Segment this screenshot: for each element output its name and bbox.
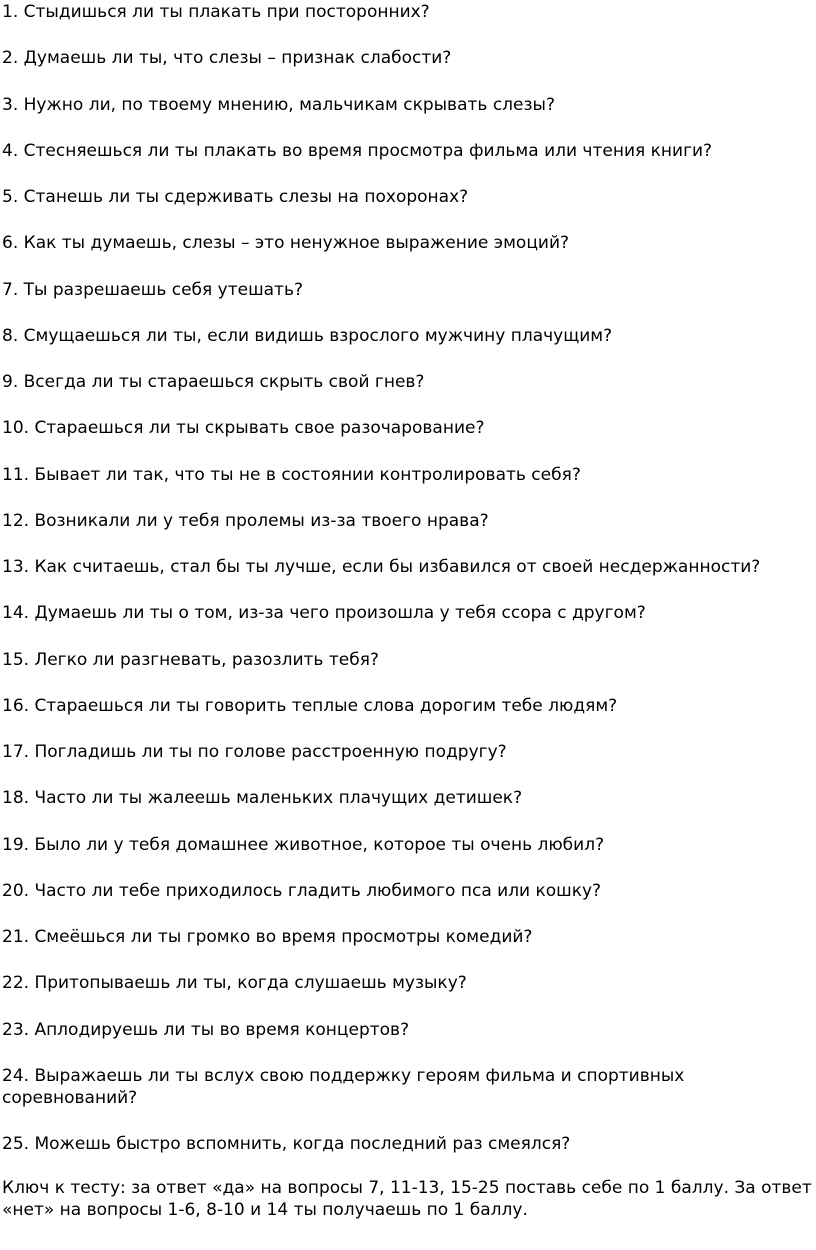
question-18: 18. Часто ли ты жалеешь маленьких плачущих детишек? (2, 788, 523, 809)
document-page (2, 0, 814, 1238)
question-4: 4. Стесняешься ли ты плакать во время просмотра фильма или чтения книги? (2, 140, 713, 161)
question-22: 22. Притопываешь ли ты, когда слушаешь музыку? (2, 973, 467, 994)
question-24: 24. Выражаешь ли ты вслух свою поддержку героям фильма и спортивных соревнований? (2, 1065, 685, 1108)
question-11: 11. Бывает ли так, что ты не в состоянии контролировать себя? (2, 464, 581, 485)
question-12: 12. Возникали ли у тебя пролемы из-за твоего нрава? (2, 510, 489, 531)
question-15: 15. Легко ли разгневать, разозлить тебя? (2, 649, 379, 670)
question-3: 3. Нужно ли, по твоему мнению, мальчикам скрывать слезы? (2, 94, 555, 115)
question-13: 13. Как считаешь, стал бы ты лучше, если бы избавился от своей несдержанности? (2, 557, 761, 577)
question-5: 5. Станешь ли ты сдерживать слезы на похоронах? (2, 187, 469, 207)
question-16: 16. Стараешься ли ты говорить теплые слова дорогим тебе людям? (2, 695, 618, 716)
question-7: 7. Ты разрешаешь себя утешать? (2, 279, 304, 300)
question-23: 23. Аплодируешь ли ты во время концертов? (2, 1019, 410, 1040)
question-2: 2. Думаешь ли ты, что слезы – признак слабости? (2, 48, 452, 69)
question-14: 14. Думаешь ли ты о том, из-за чего произошла у тебя ссора с другом? (2, 603, 646, 624)
question-25: 25. Можешь быстро вспомнить, когда последний раз смеялся? (2, 1134, 571, 1154)
question-19: 19. Было ли у тебя домашнее животное, которое ты очень любил? (2, 834, 605, 855)
question-17: 17. Погладишь ли ты по голове расстроенную подругу? (2, 742, 507, 762)
question-6: 6. Как ты думаешь, слезы – это ненужное выражение эмоций? (2, 233, 570, 254)
test-answer-key: Ключ к тесту: за ответ «да» на вопросы 7, 11-13, 15-25 поставь себе по 1 баллу. За ответ «нет» на вопросы 1-6, 8-10 и 14 ты получаешь по 1 баллу. (2, 1178, 812, 1220)
question-1: 1. Стыдишься ли ты плакать при посторонних? (2, 2, 430, 22)
question-21: 21. Смеёшься ли ты громко во время просмотры комедий? (2, 927, 533, 947)
question-20: 20. Часто ли тебе приходилось гладить любимого пса или кошку? (2, 880, 602, 901)
question-10: 10. Стараешься ли ты скрывать свое разочарование? (2, 418, 485, 439)
question-9: 9. Всегда ли ты стараешься скрыть свой гнев? (2, 372, 425, 392)
question-8: 8. Смущаешься ли ты, если видишь взрослого мужчину плачущим? (2, 325, 613, 346)
